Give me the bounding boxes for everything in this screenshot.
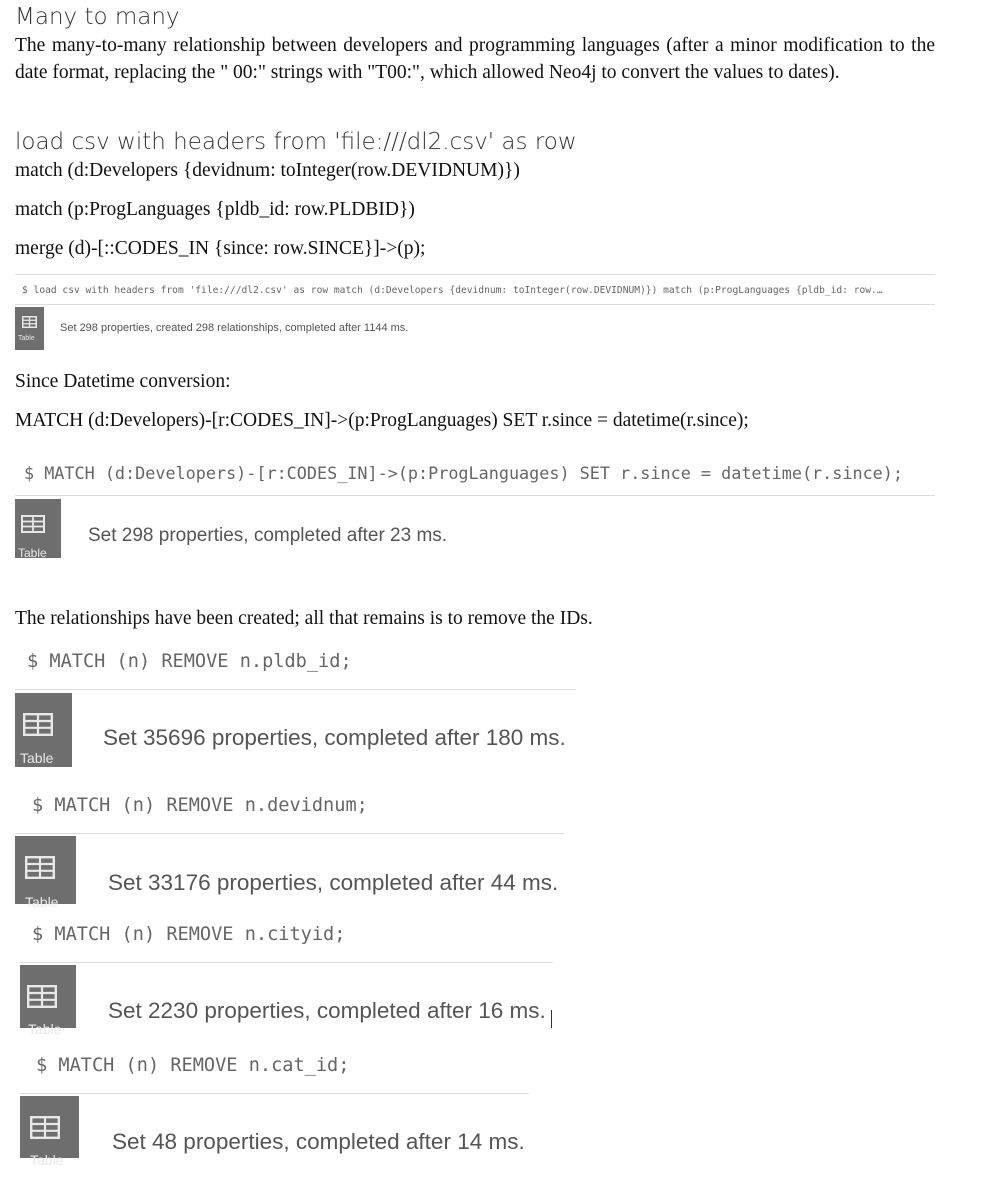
table-icon-label: Table: [28, 1021, 62, 1037]
query-line-match-proglanguages: match (p:ProgLanguages {pldb_id: row.PLDBID}): [15, 199, 415, 220]
table-view-button[interactable]: [20, 965, 76, 1037]
table-icon: [22, 316, 37, 328]
result-message: Set 2230 properties, completed after 16 ms.: [108, 998, 546, 1023]
table-icon-label: Table: [25, 894, 59, 910]
load-csv-heading: load csv with headers from 'file:///dl2.csv' as row: [15, 129, 577, 155]
result-message: Set 33176 properties, completed after 44 ms.: [108, 870, 559, 895]
remove-ids-intro: The relationships have been created; all that remains is to remove the IDs.: [15, 608, 593, 629]
result-message: Set 48 properties, completed after 14 ms.: [112, 1129, 525, 1154]
result-command[interactable]: $ MATCH (n) REMOVE n.cityid;: [32, 924, 346, 945]
table-icon: [27, 985, 57, 1008]
divider: [15, 833, 564, 834]
table-icon-label: Table: [20, 750, 54, 766]
divider: [15, 689, 576, 690]
result-message: Set 298 properties, completed after 23 ms.: [88, 525, 448, 546]
query-line-merge-codes-in: merge (d)-[::CODES_IN {since: row.SINCE}]->(p);: [15, 238, 426, 259]
divider: [20, 962, 553, 963]
result-command[interactable]: $ load csv with headers from 'file:///dl2.csv' as row match (d:Developers {devidnum: toInteger(row.DEVIDNUM)}) match (p:ProgLanguages {pldb_id: row.…: [22, 285, 883, 296]
table-icon: [30, 1116, 60, 1139]
since-query: MATCH (d:Developers)-[r:CODES_IN]->(p:ProgLanguages) SET r.since = datetime(r.since);: [15, 410, 749, 431]
table-view-button[interactable]: [15, 307, 44, 350]
table-icon-label: Table: [18, 335, 35, 342]
table-view-button[interactable]: [15, 693, 72, 767]
divider: [15, 304, 935, 305]
since-heading: Since Datetime conversion:: [15, 371, 231, 392]
divider: [15, 274, 935, 275]
table-view-button[interactable]: [20, 1096, 79, 1168]
table-icon: [21, 515, 45, 533]
query-line-match-developers: match (d:Developers {devidnum: toInteger(row.DEVIDNUM)}): [15, 160, 520, 181]
result-message: Set 298 properties, created 298 relationships, completed after 1144 ms.: [60, 322, 409, 334]
table-view-button[interactable]: [15, 836, 76, 910]
table-icon-label: Table: [30, 1152, 64, 1168]
result-message: Set 35696 properties, completed after 180 ms.: [103, 725, 566, 750]
result-command[interactable]: $ MATCH (n) REMOVE n.devidnum;: [32, 795, 368, 816]
result-command[interactable]: $ MATCH (n) REMOVE n.cat_id;: [36, 1055, 350, 1076]
text-cursor: [551, 1010, 552, 1028]
table-icon: [25, 856, 55, 879]
intro-paragraph: The many-to-many relationship between developers and programming languages (after a minor modification to the date format, replacing the " 00:" strings with "T00:", which allowed Neo4j to convert the values to dates).: [15, 35, 935, 83]
table-icon-label: Table: [18, 546, 47, 560]
divider: [20, 1093, 529, 1094]
divider: [15, 495, 935, 496]
table-view-button[interactable]: [15, 499, 61, 558]
result-command[interactable]: $ MATCH (n) REMOVE n.pldb_id;: [27, 651, 352, 672]
table-icon: [23, 713, 53, 736]
result-command[interactable]: $ MATCH (d:Developers)-[r:CODES_IN]->(p:ProgLanguages) SET r.since = datetime(r.since);: [24, 463, 903, 483]
section-title: Many to many: [15, 4, 180, 30]
